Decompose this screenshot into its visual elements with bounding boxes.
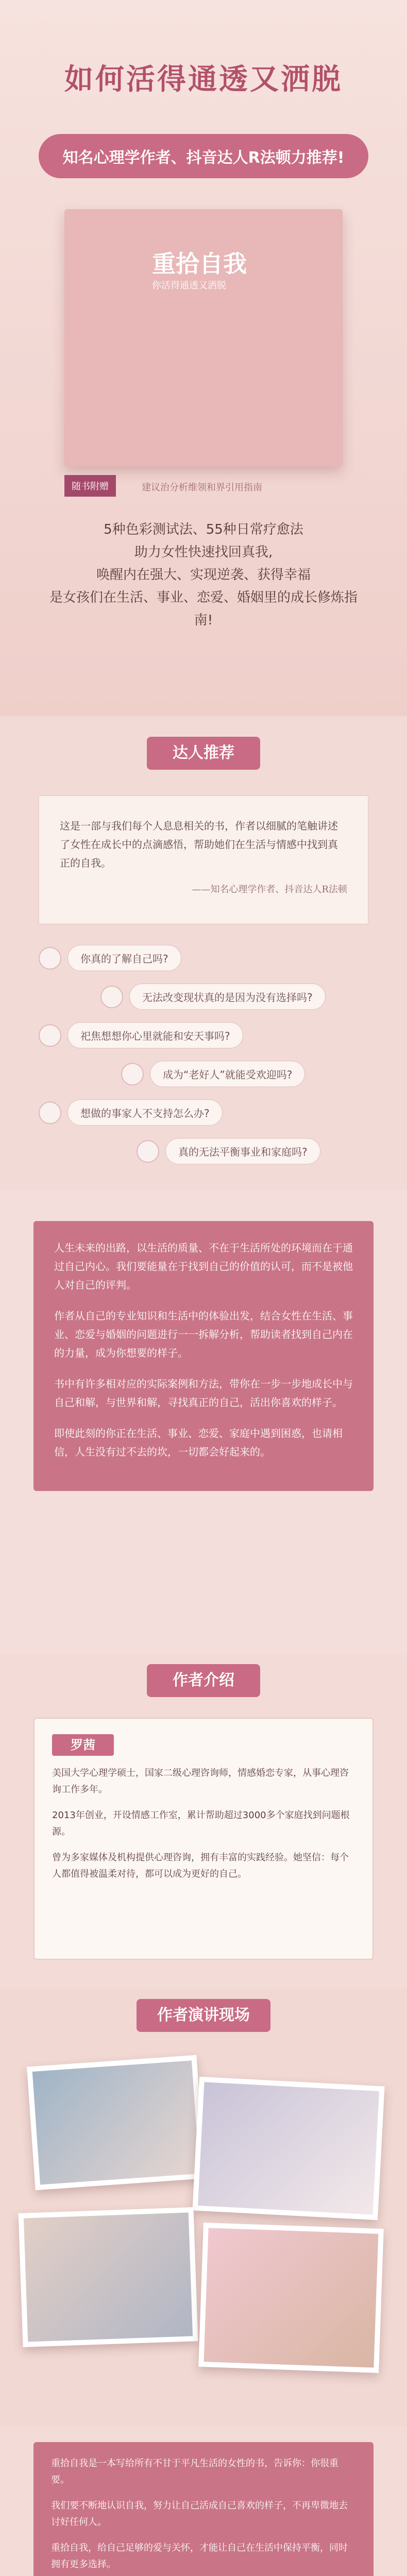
page-title: 如何活得通透又洒脱: [64, 63, 343, 96]
photo-frame: [19, 2207, 198, 2347]
intro-card: [33, 1221, 374, 1491]
quote-text: 这是一部与我们每个人息息相关的书，作者以细腻的笔触讲述了女性在成长中的点滴感悟，帮助她们在生活与情感中找到真正的自我。: [60, 820, 338, 869]
dot-icon: [39, 1024, 61, 1047]
dot-icon: [137, 1140, 159, 1163]
author-bio-1: 美国大学心理学硕士，国家二级心理咨询师，情感婚恋专家，从事心理咨询工作多年。: [52, 1768, 349, 1795]
hero-line-4: 是女孩们在生活、事业、恋爱、婚姻里的成长修炼指南!: [49, 590, 358, 628]
question-text: 无法改变现状真的是因为没有选择吗?: [129, 984, 326, 1010]
list-item: [39, 1022, 368, 1048]
section-ribbon: 作者介绍: [147, 1664, 260, 1697]
intro-section: [0, 1190, 407, 1654]
reason-paragraph-3: 重拾自我，给自己足够的爱与关怀，才能让自己在生活中保持平衡，同时拥有更多选择。: [51, 2543, 348, 2570]
author-bio-3: 曾为多家媒体及机构提供心理咨询，拥有丰富的实践经验。她坚信：每个人都值得被温柔对待，都可以成为更好的自己。: [52, 1852, 349, 1879]
list-item: [121, 1061, 368, 1087]
photos-section: [0, 1989, 407, 2427]
list-item: [137, 1138, 368, 1164]
quote-signature: ——知名心理学作者、抖音达人R法顿: [192, 884, 347, 895]
photo-frame: [27, 2055, 205, 2190]
event-photo: [24, 2212, 193, 2342]
book-cover: [64, 209, 343, 493]
question-text: 想做的事家人不支持怎么办?: [67, 1099, 223, 1126]
event-photo: [198, 2082, 379, 2214]
hero-description: [44, 518, 363, 632]
list-item: [39, 945, 368, 971]
question-list: [39, 945, 368, 1164]
dot-icon: [100, 986, 123, 1008]
author-section: [0, 1654, 407, 1989]
author-card: [33, 1718, 374, 1960]
intro-paragraph-2: 作者从自己的专业知识和生活中的体验出发，结合女性在生活、事业、恋爱与婚姻的问题进行一一拆解分析，帮助读者找到自己内在的力量，成为你想要的样子。: [54, 1310, 353, 1359]
list-item: [39, 1099, 368, 1126]
hero-line-2: 助力女性快速找回真我,: [134, 545, 273, 560]
reason-paragraph-2: 我们要不断地认识自我，努力让自己活成自己喜欢的样子，不再卑微地去讨好任何人。: [51, 2500, 348, 2528]
intro-paragraph-3: 书中有许多相对应的实际案例和方法，带你在一步一步地成长中与自己和解，与世界和解，寻找真正的自己，活出你喜欢的样子。: [54, 1378, 353, 1409]
section-ribbon: 作者演讲现场: [137, 1999, 270, 2032]
question-text: 真的无法平衡事业和家庭吗?: [165, 1138, 320, 1164]
hero-line-3: 唤醒内在强大、实现逆袭、获得幸福: [96, 567, 311, 583]
author-bio-2: 2013年创业，开设情感工作室，累计帮助超过3000多个家庭找到问题根源。: [52, 1810, 350, 1837]
hero-line-1: 5种色彩测试法、55种日常疗愈法: [104, 522, 303, 537]
reasons-section: [0, 2427, 407, 2576]
reason-paragraph-1: 重拾自我是一本写给所有不甘于平凡生活的女性的书，告诉你：你很重要。: [51, 2458, 338, 2485]
event-photo: [204, 2228, 379, 2367]
book-title: 重拾自我: [152, 250, 247, 278]
intro-paragraph-4: 即使此刻的你正在生活、事业、恋爱、家庭中遇到困惑，也请相信，人生没有过不去的坎，一切都会好起来的。: [54, 1427, 343, 1458]
bonus-tag: 随书附赠: [64, 475, 116, 497]
recommend-section: [0, 716, 407, 1190]
intro-paragraph-1: 人生未来的出路，以生活的质量、不在于生活所处的环境而在于通过自己内心。我们要能量在于找到自己的价值的认可，而不是被他人对自己的评判。: [54, 1242, 353, 1291]
question-text: 你真的了解自己吗?: [67, 945, 181, 971]
section-ribbon: 达人推荐: [147, 737, 260, 770]
book-subtitle: 你活得通透又洒脱: [152, 280, 226, 291]
bonus-note: 建议治分析维领和界引用指南: [142, 482, 262, 493]
reason-card: [33, 2442, 374, 2576]
question-text: 成为“老好人”就能受欢迎吗?: [150, 1061, 305, 1087]
author-name: 罗茜: [52, 1734, 114, 1756]
dot-icon: [121, 1063, 144, 1086]
list-item: [100, 984, 368, 1010]
dot-icon: [39, 1101, 61, 1124]
question-text: 祀焦想想你心里就能和安天事吗?: [67, 1022, 243, 1048]
dot-icon: [39, 947, 61, 970]
photo-frame: [198, 2223, 384, 2373]
hero-section: [0, 0, 407, 716]
event-photo: [32, 2060, 200, 2184]
quote-card: [39, 795, 368, 924]
photo-frame: [192, 2077, 384, 2220]
recommend-banner: 知名心理学作者、抖音达人R法顿力推荐!: [39, 134, 368, 178]
